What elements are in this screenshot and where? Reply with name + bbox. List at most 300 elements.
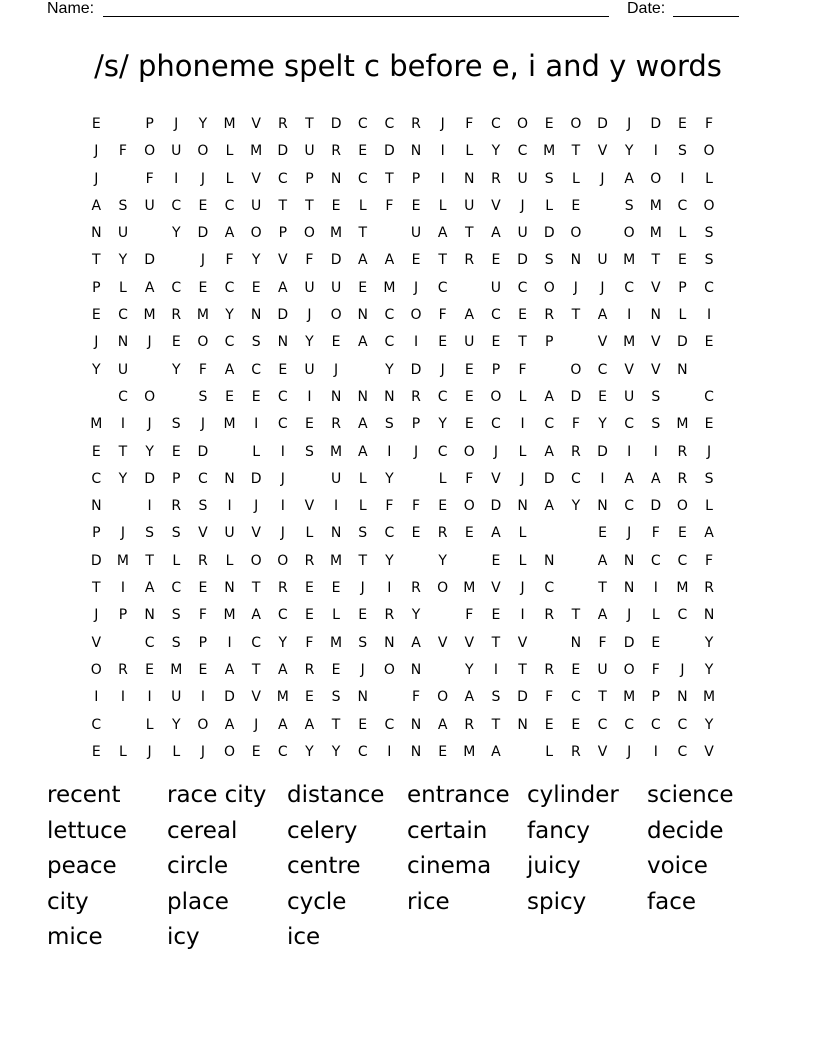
grid-cell[interactable]: R [277, 116, 288, 132]
grid-cell[interactable]: C [384, 525, 395, 542]
grid-cell[interactable]: L [518, 443, 527, 460]
grid-cell[interactable]: N [597, 498, 608, 515]
grid-cell[interactable]: N [464, 170, 475, 187]
grid-cell[interactable]: C [677, 716, 688, 733]
grid-cell[interactable]: R [171, 307, 182, 324]
grid-cell[interactable]: C [624, 716, 635, 733]
grid-cell[interactable]: C [570, 470, 581, 487]
grid-cell[interactable]: J [254, 498, 259, 515]
grid-cell[interactable]: I [307, 388, 312, 405]
grid-cell[interactable]: F [518, 361, 527, 378]
grid-cell[interactable]: L [332, 607, 340, 624]
grid-cell[interactable]: R [544, 607, 555, 624]
grid-cell[interactable]: V [704, 743, 714, 760]
grid-cell[interactable]: Y [225, 307, 234, 324]
date-blank-line[interactable] [673, 16, 739, 17]
grid-cell[interactable]: D [650, 116, 662, 132]
grid-cell[interactable]: P [544, 334, 554, 351]
grid-cell[interactable] [110, 712, 137, 739]
grid-cell[interactable] [536, 630, 563, 657]
grid-cell[interactable]: P [651, 689, 660, 706]
grid-cell[interactable] [589, 193, 616, 220]
grid-cell[interactable]: O [703, 197, 715, 214]
grid-cell[interactable]: T [92, 580, 101, 597]
grid-cell[interactable]: S [358, 634, 368, 651]
grid-cell[interactable] [110, 493, 137, 520]
grid-cell[interactable]: E [677, 525, 687, 542]
grid-cell[interactable]: N [410, 716, 422, 733]
grid-cell[interactable]: E [464, 416, 474, 433]
grid-cell[interactable]: Y [118, 470, 128, 487]
grid-cell[interactable]: M [543, 143, 556, 160]
grid-cell[interactable]: P [145, 116, 154, 132]
grid-cell[interactable]: J [600, 279, 605, 296]
grid-cell[interactable]: C [437, 279, 448, 296]
grid-cell[interactable]: J [307, 307, 312, 324]
grid-cell[interactable]: R [331, 416, 341, 433]
grid-cell[interactable]: Y [438, 416, 447, 433]
grid-cell[interactable]: L [225, 552, 234, 569]
grid-cell[interactable]: M [116, 552, 129, 569]
grid-cell[interactable]: M [223, 416, 236, 433]
grid-cell[interactable]: D [250, 470, 262, 487]
grid-cell[interactable]: R [677, 443, 688, 460]
grid-cell[interactable]: A [224, 225, 235, 242]
grid-cell[interactable]: R [384, 607, 395, 624]
grid-cell[interactable]: E [704, 334, 714, 351]
grid-cell[interactable]: C [570, 689, 581, 706]
grid-cell[interactable]: E [198, 661, 208, 678]
grid-cell[interactable]: L [305, 525, 314, 542]
grid-cell[interactable]: J [200, 416, 205, 433]
grid-cell[interactable]: E [677, 116, 687, 132]
grid-cell[interactable]: D [490, 498, 502, 515]
grid-cell[interactable]: N [623, 552, 635, 569]
grid-cell[interactable]: S [305, 443, 314, 460]
grid-cell[interactable]: A [491, 225, 501, 242]
grid-cell[interactable] [110, 166, 137, 193]
grid-cell[interactable] [403, 548, 430, 575]
grid-cell[interactable]: M [676, 416, 689, 433]
grid-cell[interactable]: R [304, 661, 315, 678]
grid-cell[interactable]: R [491, 170, 501, 187]
grid-cell[interactable]: D [543, 470, 555, 487]
grid-cell[interactable]: O [517, 116, 529, 132]
grid-cell[interactable]: D [330, 116, 342, 132]
grid-cell[interactable]: A [144, 279, 155, 296]
grid-cell[interactable]: O [437, 580, 449, 597]
grid-cell[interactable]: I [440, 143, 445, 160]
grid-cell[interactable]: V [437, 634, 448, 651]
grid-cell[interactable]: Y [704, 661, 714, 678]
grid-cell[interactable]: O [250, 552, 262, 569]
grid-cell[interactable] [563, 575, 590, 602]
grid-cell[interactable]: N [650, 307, 662, 324]
grid-cell[interactable]: E [464, 525, 474, 542]
grid-cell[interactable]: A [357, 252, 368, 269]
grid-cell[interactable]: A [597, 552, 608, 569]
grid-cell[interactable]: Y [491, 143, 501, 160]
grid-cell[interactable]: A [624, 470, 634, 487]
grid-cell[interactable]: Y [624, 143, 634, 160]
grid-cell[interactable] [536, 357, 563, 384]
grid-cell[interactable]: U [517, 170, 528, 187]
grid-cell[interactable]: L [545, 743, 554, 760]
grid-cell[interactable]: A [544, 388, 554, 405]
grid-cell[interactable] [429, 657, 456, 684]
grid-cell[interactable] [163, 384, 190, 411]
grid-cell[interactable]: A [597, 607, 608, 624]
grid-cell[interactable]: D [570, 388, 582, 405]
grid-cell[interactable]: O [383, 661, 395, 678]
grid-cell[interactable]: I [627, 443, 632, 460]
grid-cell[interactable]: R [411, 116, 421, 132]
grid-cell[interactable]: I [387, 443, 392, 460]
grid-cell[interactable]: V [597, 334, 608, 351]
grid-cell[interactable]: T [571, 607, 581, 624]
grid-cell[interactable]: R [677, 470, 688, 487]
grid-cell[interactable]: E [411, 525, 421, 542]
grid-cell[interactable]: D [197, 225, 209, 242]
grid-cell[interactable]: E [331, 334, 341, 351]
grid-cell[interactable]: J [440, 361, 445, 378]
grid-cell[interactable]: S [171, 607, 181, 624]
grid-cell[interactable]: J [520, 470, 525, 487]
grid-cell[interactable]: C [704, 388, 714, 405]
grid-cell[interactable]: C [624, 498, 635, 515]
grid-cell[interactable]: O [90, 661, 102, 678]
grid-cell[interactable] [589, 220, 616, 247]
grid-cell[interactable]: L [252, 443, 261, 460]
grid-cell[interactable]: J [94, 607, 99, 624]
grid-cell[interactable]: E [411, 252, 421, 269]
grid-cell[interactable]: R [544, 661, 555, 678]
grid-cell[interactable]: N [677, 361, 688, 378]
grid-cell[interactable]: O [437, 689, 449, 706]
grid-cell[interactable]: V [251, 689, 261, 706]
grid-cell[interactable]: C [91, 470, 102, 487]
grid-cell[interactable]: V [304, 498, 315, 515]
grid-cell[interactable]: O [250, 225, 262, 242]
grid-cell[interactable]: L [172, 743, 181, 760]
grid-cell[interactable]: U [304, 361, 315, 378]
grid-cell[interactable]: M [250, 143, 263, 160]
grid-cell[interactable]: C [357, 116, 368, 132]
grid-cell[interactable]: I [440, 170, 445, 187]
grid-cell[interactable]: J [600, 170, 605, 187]
grid-cell[interactable]: S [544, 252, 554, 269]
grid-cell[interactable]: O [676, 498, 688, 515]
grid-cell[interactable]: N [91, 498, 102, 515]
grid-cell[interactable]: L [545, 197, 554, 214]
grid-cell[interactable]: R [411, 580, 421, 597]
grid-cell[interactable]: E [651, 634, 661, 651]
grid-cell[interactable]: Y [171, 361, 181, 378]
grid-cell[interactable]: Y [465, 661, 474, 678]
grid-cell[interactable]: T [278, 197, 288, 214]
grid-cell[interactable]: U [330, 279, 342, 296]
grid-cell[interactable]: M [276, 689, 289, 706]
grid-cell[interactable]: E [411, 197, 421, 214]
grid-cell[interactable]: O [330, 307, 342, 324]
grid-cell[interactable]: V [491, 197, 501, 214]
grid-cell[interactable]: C [197, 470, 208, 487]
grid-cell[interactable]: N [357, 388, 368, 405]
grid-cell[interactable]: P [92, 279, 101, 296]
grid-cell[interactable]: E [198, 197, 208, 214]
grid-cell[interactable]: J [360, 580, 365, 597]
grid-cell[interactable]: T [598, 689, 607, 706]
grid-cell[interactable]: I [227, 634, 232, 651]
grid-cell[interactable]: E [598, 388, 607, 405]
grid-cell[interactable]: I [387, 580, 392, 597]
grid-cell[interactable]: A [437, 225, 448, 242]
grid-cell[interactable]: N [330, 170, 342, 187]
grid-cell[interactable]: O [463, 443, 475, 460]
grid-cell[interactable]: O [197, 143, 209, 160]
grid-cell[interactable]: D [410, 361, 422, 378]
grid-cell[interactable]: N [250, 307, 262, 324]
grid-cell[interactable]: V [517, 634, 528, 651]
grid-cell[interactable]: S [171, 634, 181, 651]
grid-cell[interactable]: E [331, 197, 341, 214]
grid-cell[interactable]: M [330, 634, 343, 651]
grid-cell[interactable]: J [147, 416, 152, 433]
grid-cell[interactable]: E [464, 388, 474, 405]
grid-cell[interactable] [83, 384, 110, 411]
grid-cell[interactable]: C [224, 334, 235, 351]
grid-cell[interactable]: F [705, 116, 714, 132]
grid-cell[interactable]: V [251, 525, 261, 542]
grid-cell[interactable]: P [491, 361, 501, 378]
grid-cell[interactable]: C [118, 388, 128, 405]
grid-cell[interactable]: A [144, 580, 155, 597]
grid-cell[interactable]: L [225, 143, 234, 160]
grid-cell[interactable]: C [677, 607, 688, 624]
grid-cell[interactable]: J [280, 525, 285, 542]
grid-cell[interactable]: A [91, 197, 102, 214]
grid-cell[interactable]: V [251, 170, 261, 187]
grid-cell[interactable]: D [543, 225, 555, 242]
grid-cell[interactable]: L [518, 388, 527, 405]
grid-cell[interactable]: I [653, 743, 658, 760]
grid-cell[interactable] [216, 439, 243, 466]
grid-cell[interactable]: I [520, 416, 525, 433]
grid-cell[interactable]: C [357, 743, 368, 760]
grid-cell[interactable]: J [413, 443, 419, 460]
grid-cell[interactable]: T [92, 252, 101, 269]
grid-cell[interactable]: P [305, 170, 314, 187]
grid-cell[interactable]: N [384, 388, 395, 405]
grid-cell[interactable]: A [491, 525, 501, 542]
grid-cell[interactable]: O [623, 661, 635, 678]
grid-cell[interactable]: I [120, 580, 126, 597]
grid-cell[interactable]: E [331, 580, 341, 597]
grid-cell[interactable]: U [304, 279, 315, 296]
grid-cell[interactable]: T [491, 716, 501, 733]
grid-cell[interactable]: L [651, 607, 660, 624]
grid-cell[interactable]: Y [198, 116, 208, 132]
grid-cell[interactable]: S [198, 498, 208, 515]
grid-cell[interactable]: P [172, 470, 181, 487]
grid-cell[interactable]: P [411, 170, 421, 187]
grid-cell[interactable]: E [305, 580, 314, 597]
grid-cell[interactable]: E [438, 498, 448, 515]
grid-cell[interactable]: Y [411, 607, 421, 624]
grid-cell[interactable]: L [678, 307, 687, 324]
grid-cell[interactable] [669, 630, 696, 657]
grid-cell[interactable]: R [171, 498, 182, 515]
grid-cell[interactable]: V [491, 470, 501, 487]
grid-cell[interactable]: R [704, 580, 714, 597]
grid-cell[interactable]: E [358, 607, 368, 624]
grid-cell[interactable]: S [118, 197, 128, 214]
grid-cell[interactable]: S [651, 388, 661, 405]
grid-cell[interactable]: U [517, 225, 528, 242]
grid-cell[interactable]: U [464, 197, 475, 214]
grid-cell[interactable]: E [305, 416, 314, 433]
grid-cell[interactable]: S [704, 252, 714, 269]
grid-cell[interactable]: I [706, 307, 712, 324]
grid-cell[interactable]: E [571, 716, 581, 733]
grid-cell[interactable] [163, 247, 190, 274]
grid-cell[interactable]: E [598, 525, 607, 542]
grid-cell[interactable] [536, 520, 563, 547]
grid-cell[interactable]: T [571, 143, 581, 160]
grid-cell[interactable]: D [597, 116, 608, 132]
grid-cell[interactable]: N [224, 470, 235, 487]
grid-cell[interactable]: C [384, 334, 395, 351]
grid-cell[interactable]: Y [278, 634, 288, 651]
grid-cell[interactable]: O [650, 170, 662, 187]
grid-cell[interactable]: Y [571, 498, 581, 515]
grid-cell[interactable]: Y [385, 470, 394, 487]
grid-cell[interactable]: I [520, 607, 525, 624]
grid-cell[interactable]: O [197, 716, 209, 733]
grid-cell[interactable]: L [225, 170, 234, 187]
grid-cell[interactable]: N [623, 580, 635, 597]
grid-cell[interactable]: E [198, 279, 208, 296]
grid-cell[interactable]: L [358, 197, 367, 214]
grid-cell[interactable]: U [171, 689, 182, 706]
grid-cell[interactable]: E [91, 116, 101, 132]
grid-cell[interactable]: J [520, 580, 525, 597]
grid-cell[interactable]: S [544, 170, 554, 187]
grid-cell[interactable]: C [171, 279, 182, 296]
grid-cell[interactable]: R [570, 743, 581, 760]
grid-cell[interactable]: Y [305, 334, 314, 351]
grid-cell[interactable]: R [331, 143, 341, 160]
grid-cell[interactable]: V [650, 334, 661, 351]
grid-cell[interactable]: Y [331, 743, 341, 760]
grid-cell[interactable]: U [330, 470, 342, 487]
grid-cell[interactable]: T [465, 225, 474, 242]
grid-cell[interactable]: U [117, 361, 129, 378]
grid-cell[interactable]: L [358, 470, 367, 487]
grid-cell[interactable]: Y [251, 252, 261, 269]
grid-cell[interactable]: M [463, 743, 476, 760]
grid-cell[interactable]: U [117, 225, 129, 242]
grid-cell[interactable]: A [278, 716, 288, 733]
grid-cell[interactable]: N [384, 634, 395, 651]
grid-cell[interactable]: I [94, 689, 99, 706]
grid-cell[interactable]: E [171, 334, 181, 351]
grid-cell[interactable]: E [171, 443, 181, 460]
grid-cell[interactable] [563, 329, 590, 356]
grid-cell[interactable]: O [303, 225, 315, 242]
grid-cell[interactable]: J [360, 661, 365, 678]
grid-cell[interactable]: V [491, 580, 501, 597]
grid-cell[interactable]: M [223, 116, 236, 132]
grid-cell[interactable] [136, 220, 163, 247]
grid-cell[interactable]: M [330, 552, 343, 569]
grid-cell[interactable]: T [571, 307, 581, 324]
grid-cell[interactable]: A [251, 607, 261, 624]
grid-cell[interactable]: D [224, 689, 235, 706]
grid-cell[interactable]: N [91, 225, 102, 242]
grid-cell[interactable]: I [334, 498, 339, 515]
grid-cell[interactable]: L [438, 470, 447, 487]
grid-cell[interactable]: E [278, 361, 288, 378]
grid-cell[interactable]: E [491, 607, 501, 624]
grid-cell[interactable]: O [570, 116, 582, 132]
grid-cell[interactable]: M [649, 225, 662, 242]
grid-cell[interactable]: D [144, 470, 155, 487]
grid-cell[interactable]: L [518, 525, 527, 542]
grid-cell[interactable]: D [330, 252, 342, 269]
grid-cell[interactable]: Y [704, 716, 714, 733]
grid-cell[interactable]: L [678, 225, 687, 242]
grid-cell[interactable]: M [143, 307, 156, 324]
grid-cell[interactable]: S [171, 416, 181, 433]
grid-cell[interactable]: V [597, 143, 608, 160]
grid-cell[interactable]: A [357, 334, 368, 351]
grid-cell[interactable]: L [172, 552, 181, 569]
grid-cell[interactable]: D [597, 443, 608, 460]
grid-cell[interactable]: U [144, 197, 155, 214]
grid-cell[interactable]: S [198, 388, 208, 405]
grid-cell[interactable]: F [438, 307, 447, 324]
grid-cell[interactable]: V [624, 361, 634, 378]
grid-cell[interactable] [429, 602, 456, 629]
grid-cell[interactable]: D [144, 252, 155, 269]
grid-cell[interactable]: D [383, 143, 395, 160]
grid-cell[interactable]: N [410, 143, 422, 160]
grid-cell[interactable]: C [517, 279, 528, 296]
grid-cell[interactable]: J [94, 170, 99, 187]
grid-cell[interactable]: U [464, 334, 475, 351]
grid-cell[interactable]: A [278, 661, 288, 678]
grid-cell[interactable]: C [384, 116, 395, 132]
grid-cell[interactable]: I [227, 498, 232, 515]
grid-cell[interactable]: E [305, 607, 314, 624]
grid-cell[interactable]: S [331, 689, 341, 706]
grid-cell[interactable]: U [624, 388, 635, 405]
grid-cell[interactable]: E [251, 279, 261, 296]
grid-cell[interactable]: F [305, 634, 314, 651]
grid-cell[interactable]: C [224, 279, 235, 296]
grid-cell[interactable]: F [571, 416, 580, 433]
grid-cell[interactable]: M [330, 443, 343, 460]
grid-cell[interactable]: I [280, 498, 285, 515]
grid-cell[interactable]: F [465, 607, 474, 624]
grid-cell[interactable]: Y [171, 225, 181, 242]
grid-cell[interactable]: P [411, 416, 421, 433]
grid-cell[interactable]: J [94, 143, 99, 160]
grid-cell[interactable]: J [706, 443, 712, 460]
grid-cell[interactable]: T [305, 197, 314, 214]
grid-cell[interactable]: U [597, 661, 608, 678]
